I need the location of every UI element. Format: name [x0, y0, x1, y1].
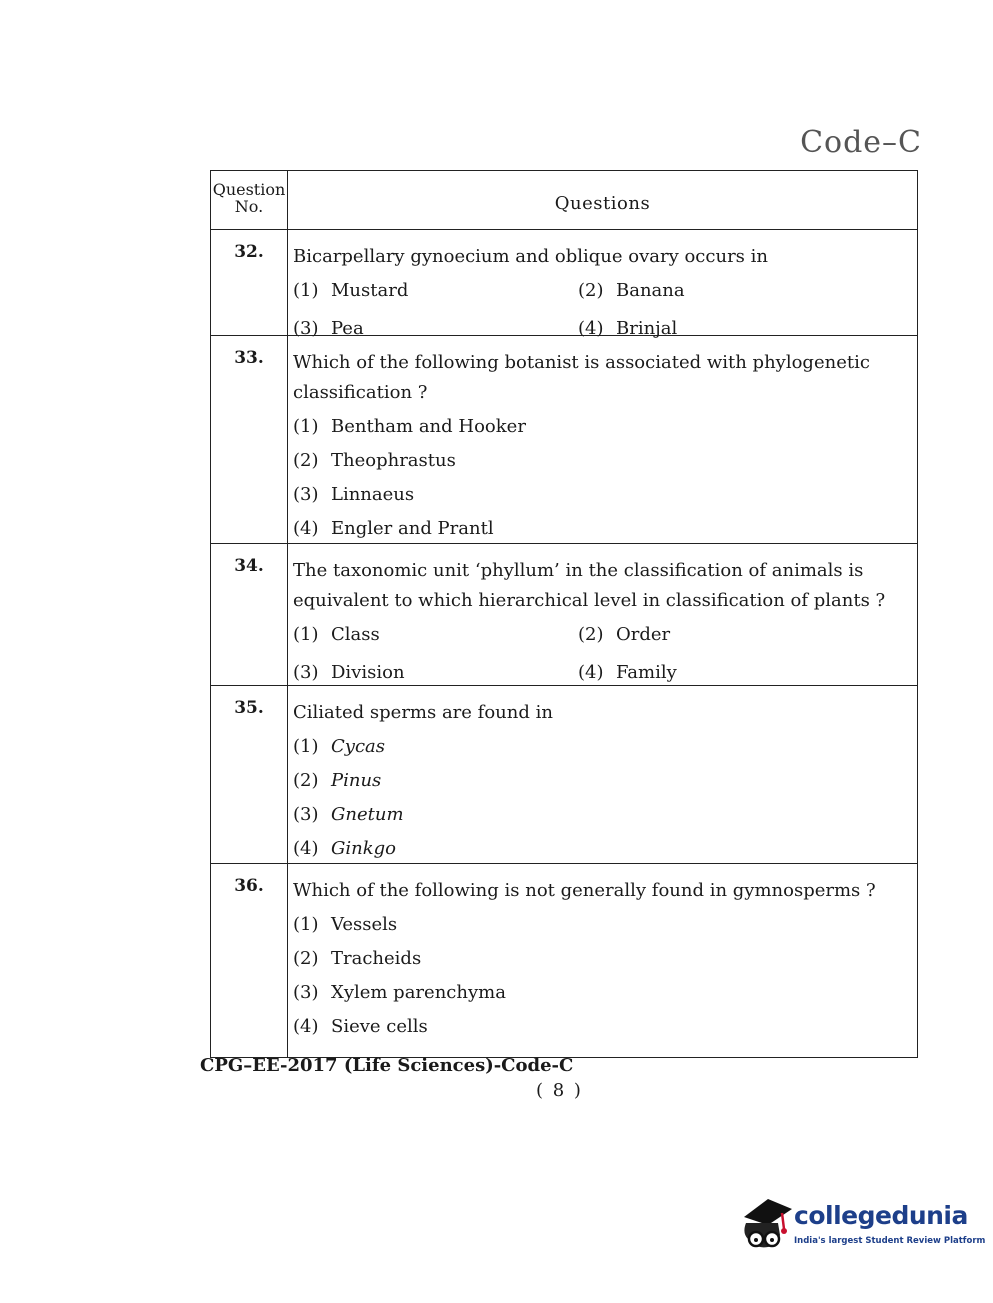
- option-number: (1): [293, 280, 319, 301]
- question-body: [288, 544, 917, 685]
- question-number: 35.: [211, 686, 288, 863]
- option-number: (4): [578, 318, 604, 339]
- option: [293, 480, 909, 514]
- option: [293, 1012, 909, 1046]
- table-header: [211, 171, 917, 230]
- question-row: [211, 230, 917, 339]
- option-list: [293, 412, 909, 548]
- option-number: (1): [293, 914, 319, 935]
- option: [293, 732, 909, 766]
- option-text: Ginkgo: [331, 838, 396, 859]
- option-number: (2): [578, 280, 604, 301]
- option-grid: [293, 620, 909, 692]
- option-number: (4): [293, 518, 319, 539]
- column-header-question-no: Question No.: [211, 171, 288, 229]
- option-number: (1): [293, 624, 319, 645]
- option-list: [293, 910, 909, 1046]
- option-number: (3): [293, 662, 319, 683]
- option-text: Bentham and Hooker: [331, 416, 526, 437]
- question-row: [211, 864, 917, 1057]
- option: [578, 620, 909, 654]
- option-text: Division: [331, 662, 405, 683]
- option: [293, 978, 909, 1012]
- brand-name: collegedunia: [794, 1201, 968, 1230]
- option: [293, 276, 578, 310]
- option-number: (3): [293, 484, 319, 505]
- option-text: Xylem parenchyma: [331, 982, 506, 1003]
- option-number: (4): [293, 1016, 319, 1037]
- option-number: (2): [293, 948, 319, 969]
- code-label: Code–C: [800, 125, 922, 160]
- page-number: ( 8 ): [536, 1080, 583, 1101]
- footer-exam-code: CPG–EE-2017 (Life Sciences)-Code-C: [200, 1055, 574, 1076]
- mascot-icon: [738, 1195, 794, 1257]
- option: [293, 944, 909, 978]
- option-number: (4): [578, 662, 604, 683]
- option: [293, 766, 909, 800]
- column-header-questions: Questions: [554, 193, 651, 214]
- option: [293, 514, 909, 548]
- option-list: [293, 732, 909, 868]
- option-text: Mustard: [331, 280, 409, 301]
- collegedunia-logo: [738, 1195, 986, 1260]
- option-text: Engler and Prantl: [331, 518, 494, 539]
- question-body: [288, 230, 917, 339]
- option: [293, 910, 909, 944]
- option-text: Linnaeus: [331, 484, 415, 505]
- option-text: Banana: [616, 280, 685, 301]
- option-number: (2): [578, 624, 604, 645]
- question-number: 36.: [211, 864, 288, 1057]
- option-text: Pinus: [331, 770, 382, 791]
- option: [578, 276, 909, 310]
- option-number: (3): [293, 318, 319, 339]
- question-text: Bicarpellary gynoecium and oblique ovary occurs in: [293, 246, 768, 267]
- option-text: Cycas: [331, 736, 385, 757]
- option: [293, 412, 909, 446]
- option: [293, 834, 909, 868]
- option-text: Brinjal: [616, 318, 678, 339]
- question-text: Which of the following is not generally found in gymnosperms ?: [293, 880, 876, 901]
- option: [293, 620, 578, 654]
- question-table: [210, 170, 918, 1058]
- option-number: (3): [293, 982, 319, 1003]
- option-text: Family: [616, 662, 677, 683]
- brand-tagline: India's largest Student Review Platform: [794, 1236, 986, 1246]
- question-body: [288, 336, 917, 543]
- question-text: Which of the following botanist is associated with phylogenetic classification ?: [293, 352, 870, 403]
- question-number: 34.: [211, 544, 288, 685]
- option-text: Vessels: [331, 914, 398, 935]
- option-number: (1): [293, 736, 319, 757]
- option: [293, 446, 909, 480]
- question-text: The taxonomic unit ‘phyllum’ in the classification of animals is equivalent to which hierarchical level in classification of plants ?: [293, 560, 886, 611]
- option-number: (1): [293, 416, 319, 437]
- option-text: Tracheids: [331, 948, 422, 969]
- option-text: Theophrastus: [331, 450, 456, 471]
- question-body: [288, 864, 917, 1057]
- question-row: [211, 544, 917, 686]
- option-text: Order: [616, 624, 671, 645]
- option-text: Gnetum: [331, 804, 404, 825]
- option-number: (2): [293, 450, 319, 471]
- question-row: [211, 336, 917, 544]
- option-text: Pea: [331, 318, 364, 339]
- question-row: [211, 686, 917, 864]
- question-number: 33.: [211, 336, 288, 543]
- question-body: [288, 686, 917, 863]
- option-number: (2): [293, 770, 319, 791]
- question-text: Ciliated sperms are found in: [293, 702, 553, 723]
- question-number: 32.: [211, 230, 288, 335]
- option-text: Sieve cells: [331, 1016, 428, 1037]
- option-text: Class: [331, 624, 380, 645]
- option: [293, 800, 909, 834]
- option-number: (4): [293, 838, 319, 859]
- option-number: (3): [293, 804, 319, 825]
